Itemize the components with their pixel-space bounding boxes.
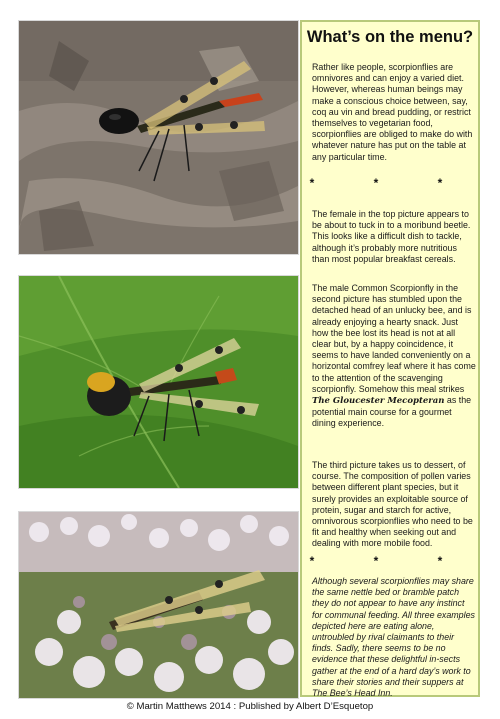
- paragraph-picture-2-start: The male Common Scorpionfly in the second picture has stumbled upon the detached head of an unlucky bee, and is already enjoying a hearty snack. Just how the bee lost its head is not at all clear but, by a happy coincidence, it seems to have landed conveniently on a horizontal comfrey leaf where it has come to the attention of the scavenging scorpionfly. Somehow this meal strikes: [312, 283, 476, 394]
- paragraph-conclusion: Although several scorpionflies may share the same nettle bed or bramble patch they do not appear to have any instinct for communal feeding. All three examples depicted here are eating alone, untroubled by rival claimants to their finds. Sadly, there seems to be no evidence that these delightful in-sects gather at the end of a hard day’s work to share their stories and their suppers at The Bee’s Head Inn.: [312, 576, 475, 699]
- photo-scorpionfly-bee: [18, 275, 299, 489]
- flowers-photo: [19, 512, 298, 698]
- separator-1: * * *: [309, 176, 471, 190]
- paragraph-intro: Rather like people, scorpionflies are omnivores and can enjoy a varied diet. However, whereas human beings may make a conscious choice between, say, coq au vin and bread pudding, or restrict themselves to vegetarian food, scorpionflies are obliged to make do with whatever nature has put on the table at any particular time.: [312, 62, 473, 162]
- photo-scorpionfly-flowers: [18, 511, 299, 699]
- gloucester-mecopteran-title: The Gloucester Mecopteran: [312, 396, 445, 407]
- paragraph-picture-1: The female in the top picture appears to be about to tuck in to a moribund beetle. This looks like a difficult dish to tackle, although it’s probably more nutritious than most popular breakfast cereals.: [312, 209, 471, 264]
- leaf-photo: [19, 276, 298, 488]
- separator-2: * * *: [309, 554, 471, 568]
- paragraph-picture-2-end: as the potential main course for a gourmet dining experience.: [312, 395, 472, 429]
- photo-scorpionfly-beetle: [18, 20, 299, 255]
- bark-photo: [19, 21, 298, 254]
- paragraph-picture-3: The third picture takes us to dessert, of course. The composition of pollen varies between different plant species, but it surely provides an exploitable source of protein, sugar and starch for active, omnivorous scorpionflies who need to be fit and healthy when seeking out and dealing with more mobile food.: [312, 460, 473, 549]
- copyright-footer: © Martin Matthews 2014 : Published by Albert D’Esquetop: [126, 701, 374, 712]
- page-title: What’s on the menu?: [306, 28, 474, 46]
- paragraph-picture-2: [312, 283, 476, 430]
- text-panel: [300, 20, 480, 697]
